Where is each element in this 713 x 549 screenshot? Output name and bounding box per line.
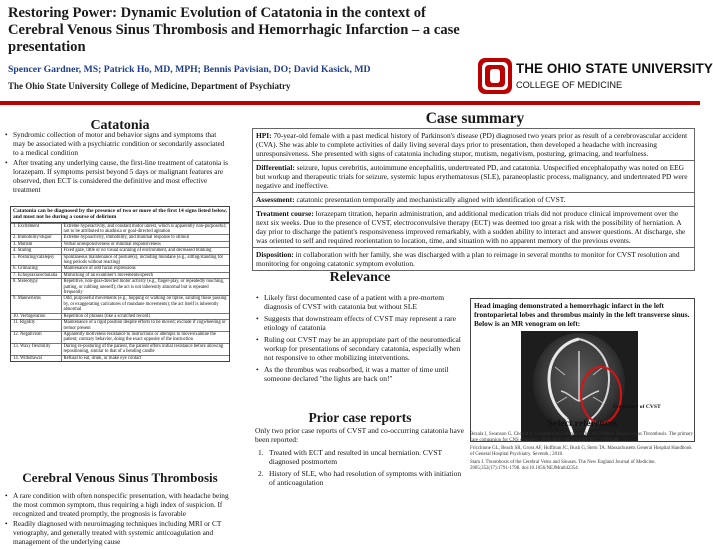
- criterion-name: 11. Rigidity: [11, 320, 61, 332]
- criterion-name: 5. Posturing/catalepsy: [11, 254, 61, 266]
- table-caption: Catatonia can be diagnosed by the presence of two or more of the first 14 signs listed below, and must not be during a course of delirium: [11, 207, 229, 223]
- criterion-description: Refusal to eat, drink, or make eye contact: [61, 355, 229, 361]
- catatonia-bullets: [4, 131, 228, 197]
- imaging-label: Frequency of CVST: [613, 404, 661, 410]
- criterion-description: Maintenance of odd facial expressions: [61, 266, 229, 272]
- criterion-description: Maintenance of a rigid position despite efforts to be moved; exclude if cogwheeling or tremor present: [61, 320, 229, 332]
- reference-item: Bezala J, Swanson G, Chopra A. Catatonia as a Manifestation of Cerebral Venous Sinus Thrombosis. The primary care companion for CNS disorders. 2018;20(3). doi:10.4088/PCC.17l02148: [470, 432, 694, 443]
- table-row: [11, 254, 229, 266]
- author-list: Spencer Gardner, MS; Patrick Ho, MD, MPH; Bennis Pavisian, DO; David Kasick, MD: [8, 64, 371, 75]
- list-item: • Ruling out CVST may be an appropriate part of the neuromedical workup for presentations of secondary catatonia, especially when not responsive to other mobilizing interventions.: [255, 335, 463, 362]
- criterion-description: Extreme hypoactivity, immobility, and minimal response to stimuli: [61, 235, 229, 241]
- table-row: [11, 343, 229, 355]
- reference-item: Stam J. Thrombosis of the Cerebral Veins and Sinuses. The New England Journal of Medicine. 2005;352(17):1791-1798. doi:10.1056/NEJMra042354: [470, 460, 656, 471]
- catatonia-criteria-table: [10, 206, 230, 362]
- relevance-bullets: [255, 293, 463, 386]
- prior-reports-intro: Only two prior case reports of CVST and co-occurring catatonia have been reported:: [255, 426, 464, 444]
- criterion-description: Spontaneous maintenance of posture(s), including mundane (e.g., sitting/standing for long periods without reacting): [61, 254, 229, 266]
- hpi-row: HPI: 70-year-old female with a past medical history of Parkinson's disease (PD) diagnosed two years prior as result of a cerebrovascular accident (CVA). She was able to complete activities of daily living several days prior to presentation, then developed a headache with increasing unresponsiveness. She presented with signs of catatonia including stupor, mutism, negativism, posturing, grimacing, and tearfulness.: [253, 129, 694, 161]
- criterion-name: 6. Grimacing: [11, 266, 61, 272]
- criterion-description: Odd, purposeful movements (e.g., hopping or walking on tiptoe, saluting those passing by, or exaggerating caricatures of mundane movements); the act itself is inherently abnormal: [61, 296, 229, 313]
- table-row: [11, 355, 229, 361]
- criterion-description: Repetitive, non-goal-directed motor activity (e.g., finger-play, or repeatedly touching, patting, or rubbing oneself); the act is not inherently abnormal but is repeated frequently: [61, 279, 229, 296]
- list-item: • Suggests that downstream effects of CVST may represent a rare etiology of catatonia: [255, 314, 463, 332]
- table-row: [11, 223, 229, 235]
- criterion-description: Fixed gaze, little or no visual scanning of environment, and decreased blinking: [61, 248, 229, 254]
- criterion-name: 7. Echopraxia/echolalia: [11, 272, 61, 278]
- list-item: • A rare condition with often nonspecific presentation, with headache being the most common symptom, thus requiring a high index of suspicion. If recognized and treated promptly, the prognosis is favorable: [4, 492, 230, 518]
- list-item: 2. History of SLE, who had resolution of symptoms with initiation of anticoagulation: [258, 469, 462, 487]
- list-item: • As the thrombus was reabsorbed, it was a matter of time until someone declared "the lights are back on!": [255, 365, 463, 383]
- disposition-row: Disposition: in collaboration with her family, she was discharged with a plan to reimage in several months to monitor for CVST resolution and monitoring for ongoing catatonic symptom evolution.: [256, 250, 680, 268]
- criterion-name: 4. Staring: [11, 248, 61, 254]
- criterion-description: Mimicking of an examiner's movements/speech: [61, 272, 229, 278]
- table-row: [11, 296, 229, 313]
- prior-reports-heading: Prior case reports: [308, 410, 412, 425]
- relevance-heading: Relevance: [329, 270, 391, 285]
- list-item: • Likely first documented case of a patient with a pre-mortem diagnosis of CVST with catatonia but without SLE: [255, 293, 463, 311]
- criterion-name: 12. Negativism: [11, 331, 61, 343]
- poster-title: Restoring Power: Dynamic Evolution of Catatonia in the context of Cerebral Venous Sinus Thrombosis and Hemorrhagic Infarction – a case presentation: [8, 5, 460, 55]
- case-summary-box: [252, 128, 695, 271]
- criterion-name: 2. Immobility/stupor: [11, 235, 61, 241]
- assessment-row: Assessment: catatonic presentation temporally and mechanistically aligned with identification of CVST.: [253, 193, 694, 207]
- criterion-description: Repetition of phrases (like a scratched record): [61, 313, 229, 319]
- cvst-heading: Cerebral Venous Sinus Thrombosis: [22, 470, 218, 485]
- list-item: • Syndromic collection of motor and behavior signs and symptoms that may be associated with a psychiatric condition or secondarily associated to a medical condition: [4, 131, 228, 157]
- references-heading: Select references: [547, 418, 618, 429]
- criterion-description: Apparently motiveless resistance to instructions or attempts to move/examine the patient; contrary behavior, doing the exact opposite of the instruction: [61, 331, 229, 343]
- criterion-name: 14. Withdrawal: [11, 355, 61, 361]
- criterion-name: 9. Mannerisms: [11, 296, 61, 313]
- imaging-caption: Head imaging demonstrated a hemorrhagic infarct in the left frontoparietal lobes and thrombus mainly in the left transverse sinus. Below is an MR venogram on left:: [474, 301, 690, 328]
- logo-college-name: COLLEGE OF MEDICINE: [516, 80, 623, 90]
- reference-item: Fricchione GL, Beach SR, Gross AF, Huffman JC, Bush G, Stern TA. Massachusetts General Hospital Handbook of General Hospital Psychiatry. Seventh.; 2018.: [470, 446, 692, 457]
- header-divider: [0, 101, 700, 105]
- prior-reports-list: [255, 448, 467, 490]
- logo-university-name: THE OHIO STATE UNIVERSITY: [516, 61, 713, 76]
- university-logo: [478, 58, 713, 98]
- criterion-name: 13. Waxy flexibility: [11, 343, 61, 355]
- differential-row: Differential: seizure, lupus cerebritis, autoimmune encephalitis, undertreated PD, and catatonia. Unspecified encephalopathy was noted on EEG but workup and therapeutic trials for seizure, systemic lupus erythematosus (SLE), paraneoplastic process, malignancy, and undertreated PD were negative and ineffective.: [253, 161, 694, 193]
- case-summary-heading: Case summary: [425, 110, 525, 127]
- table-row: [11, 279, 229, 296]
- criterion-description: Verbal unresponsiveness or minimal responsiveness: [61, 241, 229, 247]
- department: The Ohio State University College of Medicine, Department of Psychiatry: [8, 81, 291, 91]
- treatment-row: Treatment course: lorazepam titration, heparin administration, and additional medication trials did not produce clinical improvement over the next six weeks. Due to the presence of CVST, electroconvulsive therapy (ECT) was deemed too great a risk with the possibility of herniation. A day prior to discharge the patient's responsiveness improved remarkably, with a sudden ability to interact and answer questions. At discharge, she was oriented to self and required reorientation to location, time, and situation with no apparent memory of the previous events.: [253, 207, 694, 248]
- list-item: 1. Treated with ECT and resulted in uncal herniation. CVST diagnosed postmortem: [258, 448, 442, 466]
- criterion-name: 3. Mutism: [11, 241, 61, 247]
- list-item: • After treating any underlying cause, the first-line treatment of catatonia is lorazepam. If symptoms persist beyond 5 days or malignant features are observed, then ECT is considered the definitive and most effective treatment: [4, 159, 228, 194]
- criterion-name: 8. Stereotypy: [11, 279, 61, 296]
- criterion-name: 10. Verbigeration: [11, 313, 61, 319]
- block-o-icon: [478, 58, 512, 94]
- table-row: [11, 320, 229, 332]
- catatonia-heading: Catatonia: [90, 118, 150, 133]
- criterion-name: 1. Excitement: [11, 223, 61, 235]
- references-list: [470, 432, 695, 474]
- criterion-description: During re-posturing of the patient, the patient offers initial resistance before allowing repositioning, similar to that of a bending candle: [61, 343, 229, 355]
- criterion-description: Extreme hyperactivity, and constant motor unrest, which is apparently non-purposeful; not to be attributed to akathisia or goal-directed agitation: [61, 223, 229, 235]
- cvst-bullets: [4, 492, 230, 549]
- table-row: [11, 331, 229, 343]
- list-item: • Readily diagnosed with neuroimaging techniques including MRI or CT venography, and generally treated with systemic anticoagulation and management of the underlying cause: [4, 520, 230, 546]
